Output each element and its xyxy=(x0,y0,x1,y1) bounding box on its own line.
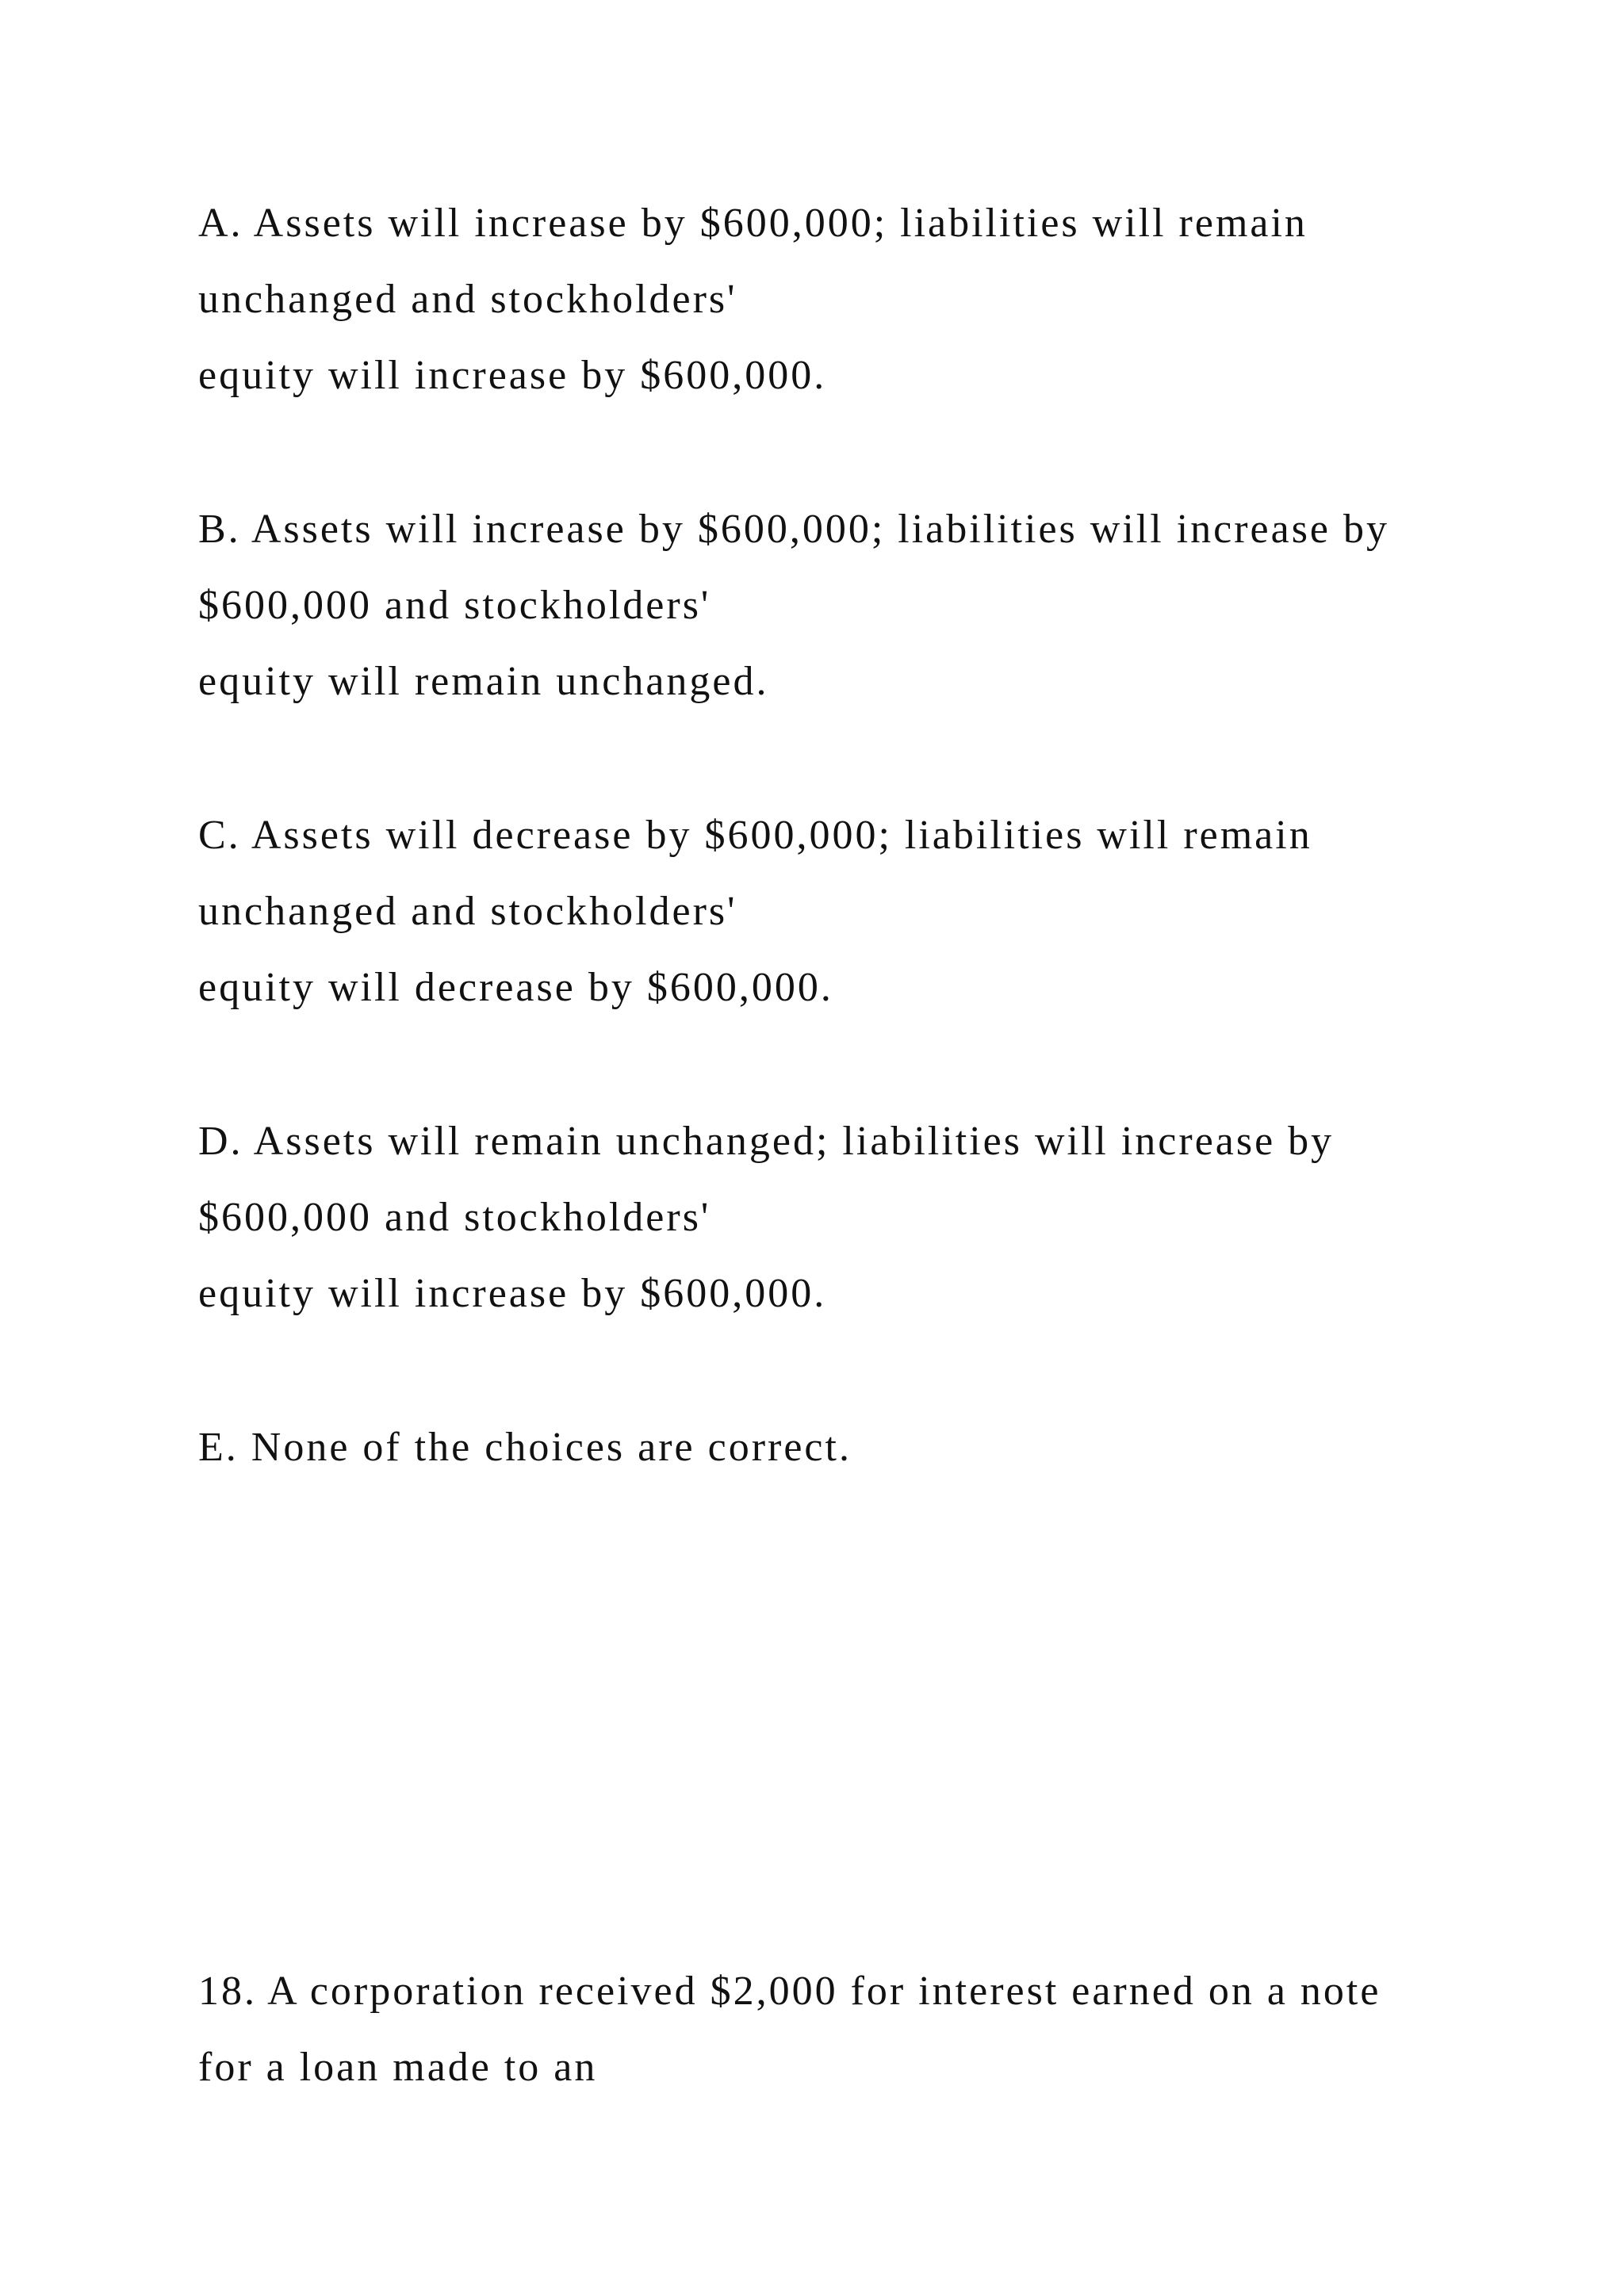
option-b-line-3: equity will remain unchanged. xyxy=(198,659,769,704)
question-18-line-2: for a loan made to an xyxy=(198,2045,598,2090)
option-c-line-3: equity will decrease by $600,000. xyxy=(198,965,833,1010)
option-a-line-1: A. Assets will increase by $600,000; liabilities will remain xyxy=(198,201,1308,246)
option-c-line-2: unchanged and stockholders' xyxy=(198,889,737,934)
option-b-line-1: B. Assets will increase by $600,000; liabilities will increase by xyxy=(198,507,1390,552)
option-d-line-3: equity will increase by $600,000. xyxy=(198,1271,827,1316)
option-d-line-1: D. Assets will remain unchanged; liabilities will increase by xyxy=(198,1119,1335,1164)
option-a-line-3: equity will increase by $600,000. xyxy=(198,353,827,398)
option-a-line-2: unchanged and stockholders' xyxy=(198,277,737,322)
option-b-line-2: $600,000 and stockholders' xyxy=(198,583,711,628)
option-d-line-2: $600,000 and stockholders' xyxy=(198,1195,711,1240)
option-e-line-1: E. None of the choices are correct. xyxy=(198,1425,852,1470)
option-c-line-1: C. Assets will decrease by $600,000; liabilities will remain xyxy=(198,813,1312,858)
question-18-line-1: 18. A corporation received $2,000 for interest earned on a note xyxy=(198,1969,1381,2014)
